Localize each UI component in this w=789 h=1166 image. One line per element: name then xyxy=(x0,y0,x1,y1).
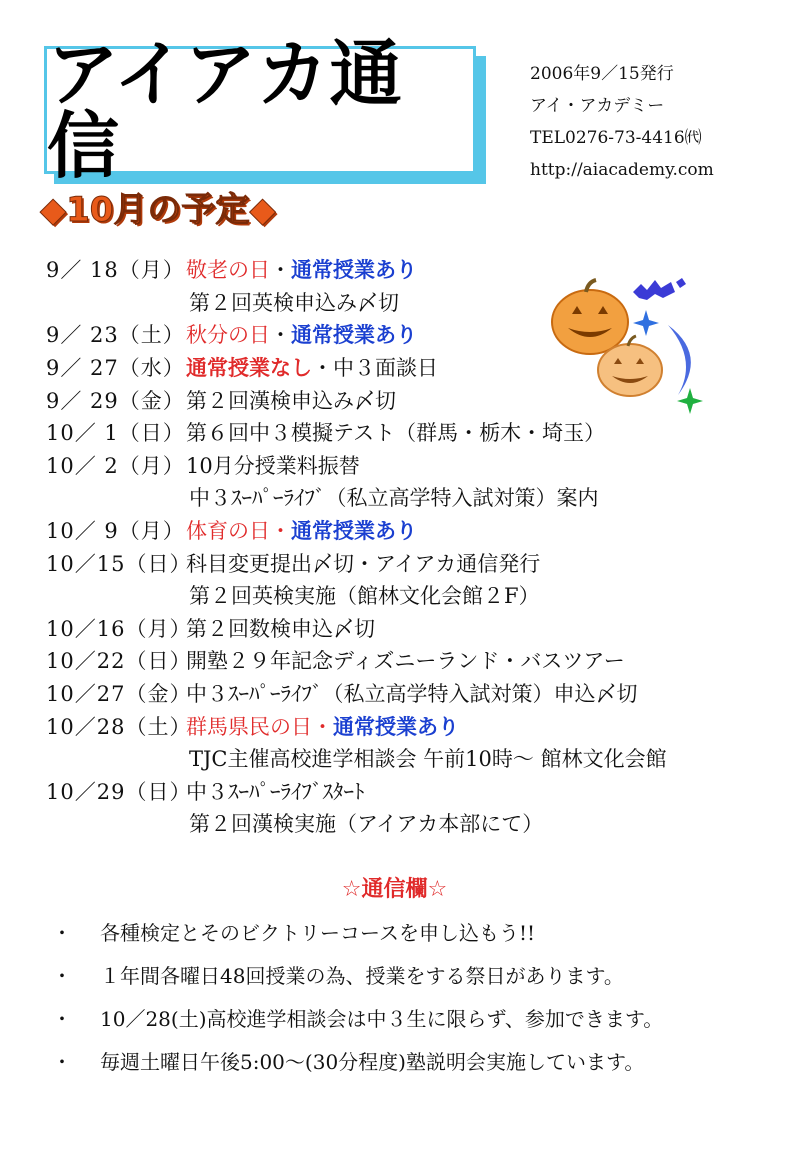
crescent-moon-icon xyxy=(668,325,691,395)
schedule-events xyxy=(186,319,417,349)
schedule-date: 9／ 27（水） xyxy=(46,356,185,381)
schedule-event-text: ・ xyxy=(270,258,291,283)
notes-heading: ☆通信欄☆ xyxy=(341,877,448,902)
schedule-event-text: 通常授業あり xyxy=(333,714,459,739)
schedule-events xyxy=(46,808,543,838)
header-info xyxy=(530,58,770,186)
notes-list xyxy=(52,910,752,1082)
note-item xyxy=(52,910,752,953)
schedule-event-text: ・ xyxy=(270,323,291,348)
schedule-events xyxy=(186,385,396,415)
schedule-event-text: 第２回英検実施（館林文化会館２F） xyxy=(189,584,540,609)
phone-number: TEL0276-73-4416㈹ xyxy=(530,128,702,148)
schedule-events xyxy=(186,548,540,578)
organization-name: アイ・アカデミー xyxy=(530,96,665,116)
jack-o-lantern-icon xyxy=(552,280,628,354)
schedule-row xyxy=(46,807,746,840)
schedule-event-text: 通常授業あり xyxy=(291,323,417,348)
title-box xyxy=(44,32,476,188)
note-text: 10／28(土)高校進学相談会は中３生に限らず、参加できます。 xyxy=(100,1007,664,1031)
schedule-row xyxy=(46,579,746,612)
schedule-row xyxy=(46,514,746,547)
note-bullet: ・ xyxy=(52,921,72,945)
page-title: アイアカ通信 xyxy=(47,32,403,188)
schedule-date: 10／ 9（月） xyxy=(46,519,185,544)
schedule-event-text: 通常授業あり xyxy=(291,519,417,544)
schedule-date: 10／27（金） xyxy=(46,682,192,707)
note-bullet: ・ xyxy=(52,1007,72,1031)
schedule-events xyxy=(186,776,365,806)
schedule-date: 10／16（月） xyxy=(46,616,192,641)
halloween-illustration xyxy=(548,270,718,420)
issue-date: 2006年9／15発行 xyxy=(530,64,674,84)
note-item xyxy=(52,996,752,1039)
schedule-event-text: ・ xyxy=(312,714,333,739)
schedule-date: 10／15（日） xyxy=(46,551,192,576)
schedule-events xyxy=(186,352,438,382)
note-bullet: ・ xyxy=(52,964,72,988)
schedule-event-text: TJC主催高校進学相談会 午前10時～ 館林文化会館 xyxy=(189,747,667,772)
schedule-events xyxy=(186,678,638,708)
note-text: １年間各曜日48回授業の為、授業をする祭日があります。 xyxy=(100,964,624,988)
schedule-events xyxy=(46,580,540,610)
schedule-event-text: 通常授業なし xyxy=(186,356,312,381)
schedule-event-text: 中３ｽｰﾊﾟｰﾗｲﾌﾞｽﾀｰﾄ xyxy=(186,779,365,804)
schedule-row xyxy=(46,709,746,742)
note-item xyxy=(52,953,752,996)
note-text: 毎週土曜日午後5:00～(30分程度)塾説明会実施しています。 xyxy=(100,1050,645,1074)
sparkle-icon xyxy=(677,388,703,414)
schedule-events xyxy=(186,711,459,741)
schedule-event-text: 第２回英検申込み〆切 xyxy=(189,290,399,315)
schedule-row xyxy=(46,775,746,808)
schedule-row xyxy=(46,612,746,645)
schedule-date: 10／ 1（日） xyxy=(46,421,185,446)
schedule-event-text: ・中３面談日 xyxy=(312,356,438,381)
note-bullet: ・ xyxy=(52,1050,72,1074)
schedule-events xyxy=(186,254,417,284)
schedule-row xyxy=(46,449,746,482)
schedule-date: 10／28（土） xyxy=(46,714,192,739)
schedule-row xyxy=(46,644,746,677)
schedule-row xyxy=(46,416,746,449)
schedule-event-text: 第２回漢検申込み〆切 xyxy=(186,388,396,413)
schedule-event-text: 通常授業あり xyxy=(291,258,417,283)
website-url: http://aiacademy.com xyxy=(530,160,714,180)
schedule-event-text: 科目変更提出〆切・アイアカ通信発行 xyxy=(186,551,541,576)
schedule-date: 9／ 18（月） xyxy=(46,258,185,283)
note-item xyxy=(52,1039,752,1082)
schedule-events xyxy=(46,743,667,773)
schedule-date: 10／ 2（月） xyxy=(46,453,185,478)
schedule-event-text: 中３ｽｰﾊﾟｰﾗｲﾌﾞ（私立高学特入試対策）案内 xyxy=(189,486,599,511)
schedule-event-text: ・ xyxy=(270,519,291,544)
schedule-event-text: 10月分授業料振替 xyxy=(186,453,360,478)
sparkle-icon xyxy=(633,310,659,336)
schedule-event-text: 第６回中３模擬テスト（群馬・栃木・埼玉） xyxy=(186,421,606,446)
schedule-heading: ◆10月の予定◆ xyxy=(40,190,276,230)
schedule-date: 10／22（日） xyxy=(46,649,192,674)
schedule-row xyxy=(46,742,746,775)
schedule-date: 9／ 29（金） xyxy=(46,388,185,413)
bat-icon xyxy=(633,278,686,300)
schedule-events xyxy=(46,482,599,512)
schedule-event-text: 群馬県民の日 xyxy=(186,714,312,739)
schedule-events xyxy=(186,645,625,675)
schedule-date: 10／29（日） xyxy=(46,779,192,804)
schedule-event-text: 第２回漢検実施（アイアカ本部にて） xyxy=(189,812,544,837)
schedule-events xyxy=(186,450,360,480)
note-text: 各種検定とそのビクトリーコースを申し込もう!! xyxy=(100,921,536,945)
schedule-row xyxy=(46,481,746,514)
schedule-event-text: 秋分の日 xyxy=(186,323,270,348)
schedule-event-text: 中３ｽｰﾊﾟｰﾗｲﾌﾞ（私立高学特入試対策）申込〆切 xyxy=(186,682,638,707)
schedule-event-text: 体育の日 xyxy=(186,519,270,544)
schedule-event-text: 第２回数検申込〆切 xyxy=(186,616,375,641)
schedule-event-text: 開塾２９年記念ディズニーランド・バスツアー xyxy=(186,649,625,674)
schedule-events xyxy=(186,417,605,447)
schedule-row xyxy=(46,677,746,710)
schedule-events xyxy=(186,515,417,545)
schedule-events xyxy=(186,613,375,643)
schedule-row xyxy=(46,546,746,579)
schedule-event-text: 敬老の日 xyxy=(186,258,270,283)
schedule-date: 9／ 23（土） xyxy=(46,323,185,348)
schedule-events xyxy=(46,287,399,317)
